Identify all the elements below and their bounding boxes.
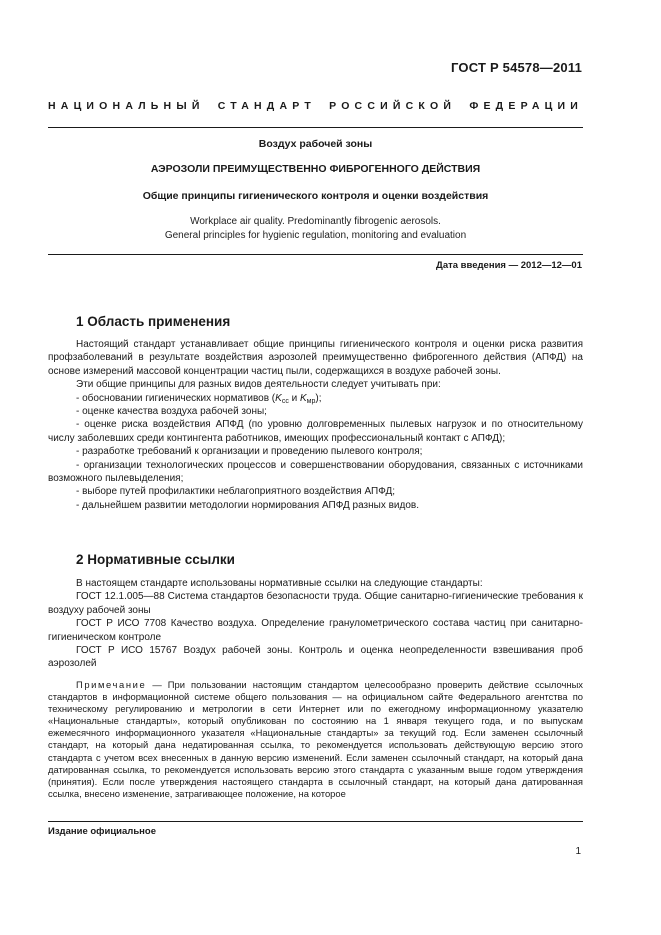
gost-number: ГОСТ Р 54578—2011 xyxy=(451,60,582,75)
note-label: Примечание xyxy=(76,679,147,690)
national-standard-title: НАЦИОНАЛЬНЫЙ СТАНДАРТ РОССИЙСКОЙ ФЕДЕРАЦИИ xyxy=(48,100,583,112)
title-main: АЭРОЗОЛИ ПРЕИМУЩЕСТВЕННО ФИБРОГЕННОГО ДЕЙСТВИЯ xyxy=(150,163,481,175)
k-subscript: сс xyxy=(281,397,289,405)
reference-item: ГОСТ Р ИСО 7708 Качество воздуха. Определение гранулометрического состава частиц при санитарно-гигиеническом контроле xyxy=(48,618,583,643)
list-item-text: - обосновании гигиенических нормативов ( xyxy=(76,392,276,404)
list-item-text: и xyxy=(288,392,300,404)
section-references-body xyxy=(48,577,583,671)
k-subscript: мр xyxy=(306,397,316,405)
k-symbol: K xyxy=(299,392,307,404)
page-number: 1 xyxy=(575,846,581,857)
reference-item: ГОСТ 12.1.005—88 Система стандартов безопасности труда. Общие санитарно-гигиенические требования к воздуху рабочей зоны xyxy=(48,591,583,616)
divider-title xyxy=(48,254,583,255)
list-item: - оценке риска воздействия АПФД (по уровню долговременных пылевых нагрузок и по относительному числу заболевших среди контингента работников, имеющих профессиональный контакт с АПФД); xyxy=(48,419,583,444)
references-intro: В настоящем стандарте использованы нормативные ссылки на следующие стандарты: xyxy=(76,578,483,589)
list-item xyxy=(48,392,583,405)
title-subject: Воздух рабочей зоны xyxy=(258,138,373,150)
divider-footer xyxy=(48,821,583,822)
list-item: - дальнейшем развитии методологии нормирования АПФД разных видов. xyxy=(76,499,420,511)
list-item: - выборе путей профилактики неблагоприятного воздействия АПФД; xyxy=(76,486,396,498)
official-edition-label: Издание официальное xyxy=(48,826,156,837)
reference-item: ГОСТ Р ИСО 15767 Воздух рабочей зоны. Контроль и оценка неопределенности взвешивания проб аэрозолей xyxy=(48,645,583,670)
scope-paragraph-2: Эти общие принципы для разных видов деятельности следует учитывать при: xyxy=(76,379,441,391)
note-text: — При пользовании настоящим стандартом целесообразно проверить действие ссылочных стандартов в информационной системе общего пользования — на официальном сайте Федерального агентства по техническому регулированию и метрологии в сети Интернет или по ежегодному информационному указателю «Национальные стандарты», который опубликован по состоянию на 1 января текущего года, и по выпускам ежемесячного информационного указателя «Национальные стандарты» за текущий год. Если заменен ссылочный стандарт, на который дана недатированная ссылка, то рекомендуется использовать действующую версию этого стандарта с учетом всех внесенных в данную версию изменений. Если заменен ссылочный стандарт, на который дана датированная ссылка, то рекомендуется использовать версию этого стандарта с указанным выше годом утверждения (принятия). Если после утверждения настоящего стандарта в ссылочный стандарт, на который дана датированная ссылка, внесено изменение, затрагивающее положение, на которое xyxy=(48,679,583,799)
list-item: - разработке требований к организации и проведению пылевого контроля; xyxy=(76,446,423,458)
section-heading-scope: 1 Область применения xyxy=(76,314,231,329)
divider-top xyxy=(48,127,583,128)
title-english-2: General principles for hygienic regulation, monitoring and evaluation xyxy=(164,230,467,241)
title-sub: Общие принципы гигиенического контроля и оценки воздействия xyxy=(142,190,489,202)
list-item: - оценке качества воздуха рабочей зоны; xyxy=(76,406,267,418)
scope-paragraph: Настоящий стандарт устанавливает общие принципы гигиенического контроля и оценки риска развития профзаболеваний в результате воздействия аэрозолей преимущественно фиброгенного действия (АПФД) на основе измерений массовой концентрации частиц пыли, содержащихся в воздухе рабочей зоны. xyxy=(48,339,583,377)
list-item: - организации технологических процессов и совершенствовании оборудования, связанных с источниками возможного пылевыделения; xyxy=(48,459,583,485)
introduction-date: Дата введения — 2012—12—01 xyxy=(436,260,582,271)
section-scope-body xyxy=(48,338,583,512)
note-block xyxy=(48,679,583,800)
title-english-1: Workplace air quality. Predominantly fibrogenic aerosols. xyxy=(190,216,441,227)
k-symbol: K xyxy=(275,392,282,404)
note-paragraph xyxy=(48,679,583,800)
list-item-text: ); xyxy=(315,392,322,404)
section-heading-references: 2 Нормативные ссылки xyxy=(76,552,235,567)
